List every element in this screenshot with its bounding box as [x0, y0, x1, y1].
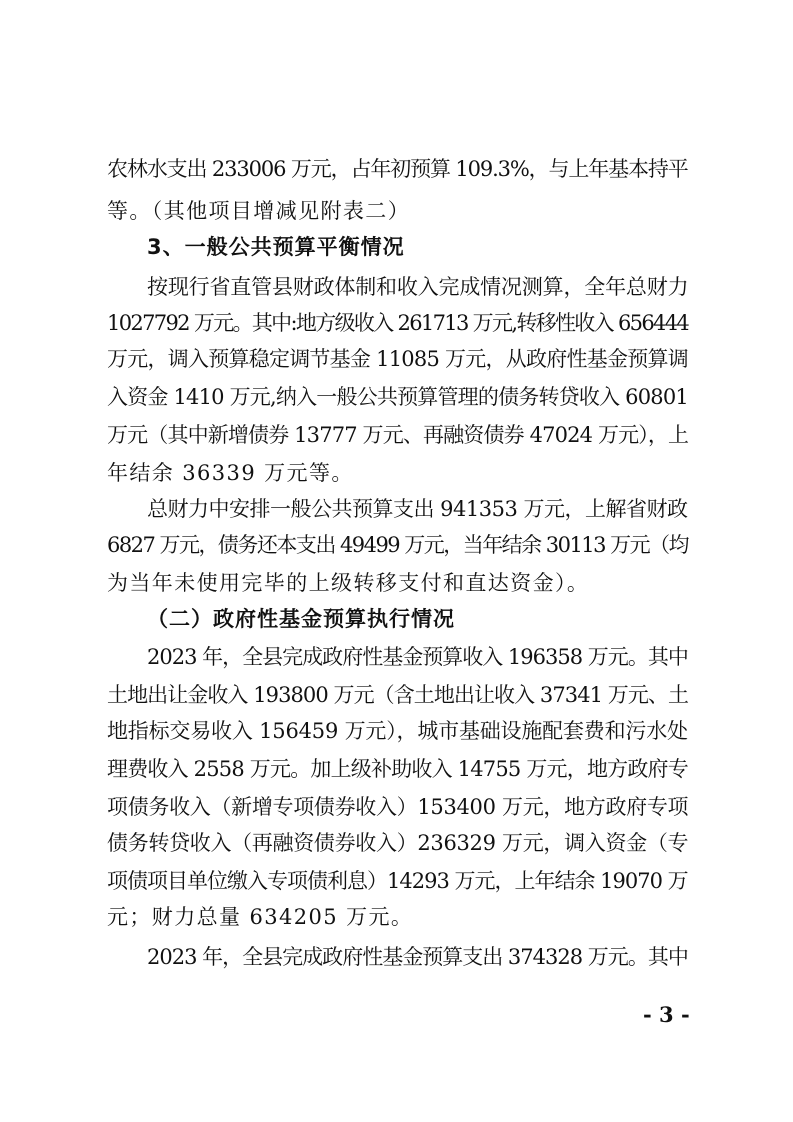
paragraph-line: 2023 年，全县完成政府性基金预算收入 196358 万元。其中 [147, 645, 688, 669]
paragraph-line: 等。（其他项目增减见附表二） [107, 199, 411, 223]
paragraph-line: 为当年未使用完毕的上级转移支付和直达资金）。 [107, 571, 590, 595]
section-heading: 3、一般公共预算平衡情况 [147, 235, 405, 259]
paragraph-line: 按现行省直管县财政体制和收入完成情况测算，全年总财力 [147, 275, 689, 299]
paragraph-line: 项债项目单位缴入专项债利息）14293 万元，上年结余 19070 万 [107, 869, 688, 893]
paragraph-line: 万元（其中新增债券 13777 万元、再融资债券 47024 万元），上 [107, 423, 689, 447]
paragraph-line: 总财力中安排一般公共预算支出 941353 万元，上解省财政 [147, 497, 688, 521]
paragraph-line: 土地出让金收入 193800 万元（含土地出让收入 37341 万元、土 [107, 683, 689, 707]
paragraph-line: 1027792 万元。其中:地方级收入 261713 万元,转移性收入 656444 [107, 311, 689, 335]
paragraph-line: 万元，调入预算稳定调节基金 11085 万元，从政府性基金预算调 [107, 347, 688, 371]
paragraph-line: 入资金 1410 万元,纳入一般公共预算管理的债务转贷收入 60801 [107, 385, 688, 409]
paragraph-line: 年结余 36339 万元等。 [107, 461, 354, 485]
paragraph-line: 2023 年，全县完成政府性基金预算支出 374328 万元。其中 [147, 945, 688, 969]
paragraph-line: 理费收入 2558 万元。加上级补助收入 14755 万元，地方政府专 [107, 757, 688, 781]
paragraph-line: 项债务收入（新增专项债券收入）153400 万元，地方政府专项 [107, 795, 689, 819]
paragraph-line: 元；财力总量 634205 万元。 [107, 905, 414, 929]
paragraph-line: 农林水支出 233006 万元，占年初预算 109.3%，与上年基本持平 [107, 157, 688, 181]
paragraph-line: 地指标交易收入 156459 万元），城市基础设施配套费和污水处 [107, 719, 688, 743]
paragraph-line: 债务转贷收入（再融资债券收入）236329 万元，调入资金（专 [107, 831, 689, 855]
paragraph-line: 6827 万元，债务还本支出 49499 万元，当年结余 30113 万元（均 [107, 533, 689, 557]
section-heading: （二）政府性基金预算执行情况 [147, 607, 455, 631]
page-number: - 3 - [643, 1002, 690, 1027]
